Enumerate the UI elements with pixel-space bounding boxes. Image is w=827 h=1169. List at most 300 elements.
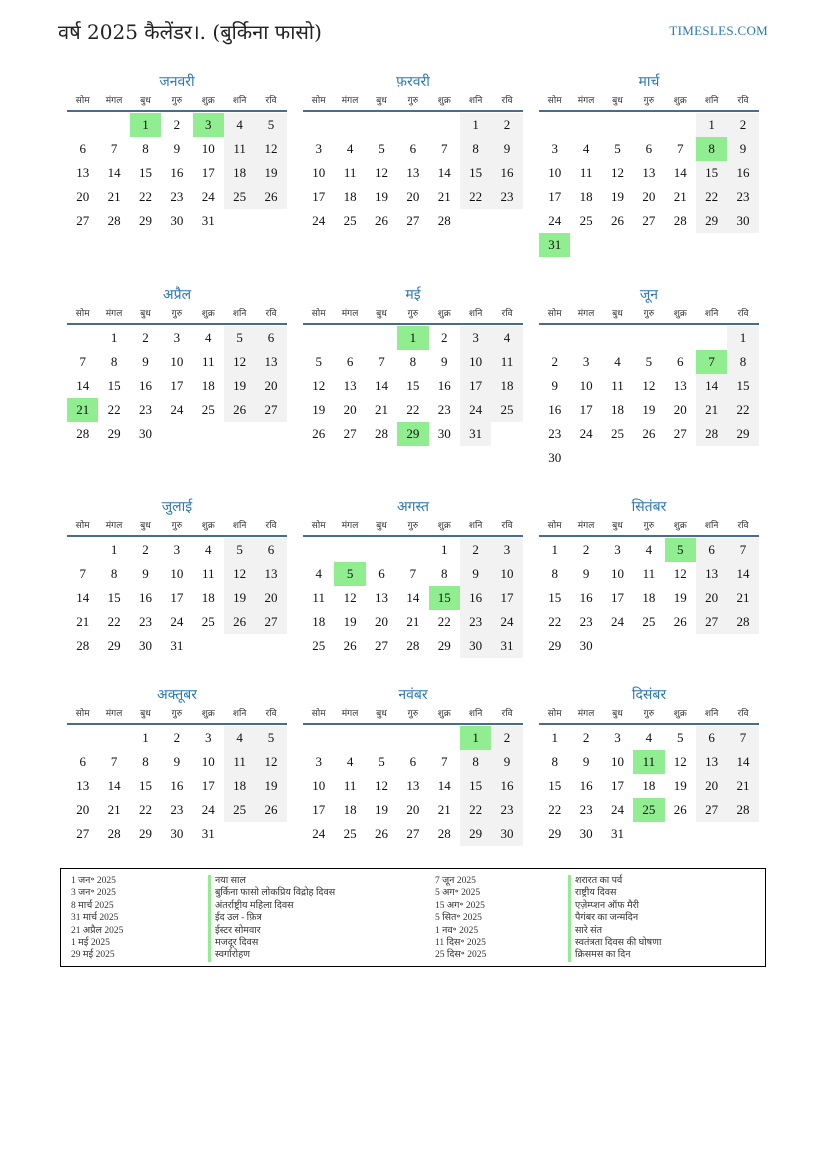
day-cell: 6	[255, 538, 286, 562]
day-cell: 16	[579, 778, 593, 793]
weekday-label: शनि	[704, 709, 719, 719]
day-cell: 12	[673, 566, 687, 581]
day-cell: 26	[673, 614, 687, 629]
day-cell: 8	[727, 350, 758, 374]
day-cell: 12	[312, 378, 326, 393]
day-cell: 31	[170, 638, 184, 653]
day-cell: 1	[551, 730, 558, 745]
day-cell: 20	[255, 374, 286, 398]
empty-cell	[397, 113, 428, 137]
weekday-label: रवि	[737, 521, 749, 531]
day-cell: 21	[673, 189, 687, 204]
day-cell: 24	[201, 802, 215, 817]
weekday-label: गुरु	[643, 96, 655, 106]
day-cell: 15	[548, 590, 562, 605]
empty-cell	[366, 538, 397, 562]
legend-date: 25 दिस॰ 2025	[435, 950, 487, 961]
day-cell: 3	[315, 141, 322, 156]
day-cell: 8	[551, 566, 558, 581]
day-cell: 17	[201, 165, 215, 180]
legend-dates-col-2	[435, 875, 486, 962]
legend-holiday-name: ईद उल - फ़ित्र	[208, 912, 335, 924]
weekday-label: सोम	[311, 521, 326, 531]
day-cell: 29	[548, 826, 562, 841]
day-cell: 4	[346, 754, 354, 769]
day-grid	[303, 326, 523, 446]
site-link[interactable]: TIMESLES.COM	[669, 23, 768, 38]
day-cell: 20	[255, 586, 286, 610]
weekday-label: शनि	[232, 309, 247, 319]
month-block	[539, 497, 759, 658]
empty-cell	[303, 726, 334, 750]
weekday-label: शुक्र	[201, 309, 215, 319]
weekday-label: बुध	[140, 521, 151, 531]
day-cell: 11	[312, 590, 325, 605]
day-cell: 16	[727, 161, 758, 185]
empty-cell	[539, 326, 570, 350]
day-cell: 27	[642, 213, 656, 228]
day-cell: 23	[548, 426, 562, 441]
day-cell: 14	[727, 750, 758, 774]
day-cell: 18	[201, 378, 215, 393]
day-cell: 30	[579, 638, 593, 653]
month-name: सितंबर	[631, 499, 667, 515]
legend-holiday-name: ईस्टर सोमवार	[208, 925, 335, 937]
weekday-label: शनि	[232, 521, 247, 531]
month-block	[67, 285, 287, 446]
legend-holiday-name: स्वर्गारोहण	[208, 949, 335, 961]
month-block	[67, 72, 287, 233]
day-cell: 22	[107, 402, 121, 417]
day-cell: 27	[76, 826, 90, 841]
legend-holiday-name: नया साल	[208, 875, 335, 887]
day-cell: 3	[460, 326, 491, 350]
day-cell: 20	[374, 614, 388, 629]
weekday-label: मंगल	[105, 709, 123, 719]
day-cell: 6	[378, 566, 385, 581]
day-cell: 14	[406, 590, 420, 605]
day-cell: 23	[491, 185, 522, 209]
day-cell: 2	[441, 330, 448, 345]
day-cell: 29	[696, 209, 727, 233]
day-grid	[67, 326, 287, 446]
day-cell: 6	[255, 326, 286, 350]
day-cell: 15	[460, 161, 491, 185]
weekday-label: शनि	[468, 96, 483, 106]
day-cell: 20	[343, 402, 357, 417]
day-cell: 16	[138, 378, 152, 393]
holiday-legend	[60, 868, 766, 967]
day-cell: 13	[76, 165, 90, 180]
day-cell: 7	[441, 754, 448, 769]
day-cell: 7	[79, 354, 86, 369]
day-cell: 20	[642, 189, 656, 204]
day-cell: 30	[579, 826, 593, 841]
day-cell: 11	[491, 350, 522, 374]
day-cell: 7	[378, 354, 385, 369]
empty-cell	[98, 113, 129, 137]
weekday-label: गुरु	[171, 521, 183, 531]
weekday-header	[539, 517, 759, 537]
day-cell: 10	[579, 378, 593, 393]
day-cell: 22	[460, 798, 491, 822]
day-cell: 6	[677, 354, 684, 369]
day-cell: 10	[170, 354, 184, 369]
month-name: जनवरी	[159, 74, 195, 90]
legend-date: 5 अग॰ 2025	[435, 888, 481, 899]
empty-cell	[665, 326, 696, 350]
empty-cell	[633, 113, 664, 137]
day-cell: 25	[201, 402, 215, 417]
weekday-label: मंगल	[341, 709, 359, 719]
empty-cell	[397, 726, 428, 750]
day-cell: 1	[551, 542, 558, 557]
day-cell: 12	[255, 137, 286, 161]
empty-cell	[602, 113, 633, 137]
day-cell: 25	[343, 826, 357, 841]
day-cell: 4	[205, 330, 212, 345]
day-cell: 9	[441, 354, 448, 369]
day-cell: 2	[142, 542, 149, 557]
day-cell: 22	[406, 402, 420, 417]
day-cell: 17	[170, 378, 184, 393]
day-cell: 30	[460, 634, 491, 658]
day-cell: 22	[548, 802, 562, 817]
weekday-label: शनि	[704, 521, 719, 531]
day-cell: 19	[255, 161, 286, 185]
weekday-label: शुक्र	[673, 521, 687, 531]
day-cell: 8	[460, 750, 491, 774]
day-cell: 18	[201, 590, 215, 605]
day-cell: 10	[312, 165, 326, 180]
day-cell: 21	[76, 614, 90, 629]
day-cell: 25	[579, 213, 593, 228]
weekday-label: रवि	[501, 309, 513, 319]
empty-cell	[67, 326, 98, 350]
day-cell: 25	[343, 213, 357, 228]
day-cell: 15	[429, 586, 460, 610]
day-cell: 21	[374, 402, 388, 417]
day-cell: 11	[611, 378, 624, 393]
day-cell: 4	[582, 141, 590, 156]
weekday-label: गुरु	[643, 521, 655, 531]
day-cell: 7	[110, 754, 118, 769]
day-cell: 17	[610, 778, 624, 793]
day-cell: 19	[224, 586, 255, 610]
day-cell: 7	[677, 141, 684, 156]
day-cell: 8	[110, 566, 118, 581]
day-cell: 21	[107, 802, 121, 817]
day-cell: 1	[130, 113, 161, 137]
day-cell: 7	[727, 726, 758, 750]
legend-holiday-name: सारे संत	[568, 925, 662, 937]
day-cell: 26	[374, 213, 388, 228]
day-cell: 23	[138, 402, 152, 417]
day-cell: 26	[374, 826, 388, 841]
day-cell: 6	[346, 354, 354, 369]
day-cell: 25	[610, 426, 624, 441]
empty-cell	[67, 726, 98, 750]
day-cell: 15	[696, 161, 727, 185]
day-cell: 3	[173, 542, 181, 557]
weekday-label: शनि	[468, 709, 483, 719]
weekday-label: रवि	[265, 709, 277, 719]
day-cell: 22	[138, 189, 152, 204]
day-cell: 11	[343, 778, 357, 793]
month-name: अगस्त	[396, 499, 429, 515]
day-cell: 21	[107, 189, 121, 204]
day-cell: 11	[224, 137, 255, 161]
day-cell: 5	[665, 538, 696, 562]
day-cell: 12	[610, 165, 624, 180]
day-cell: 4	[205, 542, 212, 557]
empty-cell	[334, 726, 365, 750]
day-cell: 9	[727, 137, 758, 161]
day-cell: 5	[677, 730, 684, 745]
day-cell: 31	[460, 422, 491, 446]
day-cell: 16	[579, 590, 593, 605]
weekday-label: शनि	[704, 96, 719, 106]
weekday-label: बुध	[612, 96, 623, 106]
day-cell: 21	[727, 774, 758, 798]
day-cell: 8	[696, 137, 727, 161]
day-cell: 22	[107, 614, 121, 629]
day-cell: 4	[346, 141, 354, 156]
day-cell: 24	[170, 402, 184, 417]
day-cell: 22	[437, 614, 451, 629]
day-cell: 30	[727, 209, 758, 233]
day-cell: 8	[460, 137, 491, 161]
day-cell: 13	[76, 778, 90, 793]
weekday-label: रवि	[265, 309, 277, 319]
day-cell: 6	[696, 726, 727, 750]
weekday-label: सोम	[311, 709, 326, 719]
day-cell: 29	[727, 422, 758, 446]
day-cell: 27	[255, 398, 286, 422]
day-cell: 21	[67, 398, 98, 422]
day-cell: 28	[107, 826, 121, 841]
weekday-label: गुरु	[171, 96, 183, 106]
day-cell: 31	[491, 634, 522, 658]
day-cell: 18	[312, 614, 326, 629]
legend-date: 11 दिस॰ 2025	[435, 938, 486, 949]
day-cell: 2	[582, 542, 590, 557]
day-cell: 20	[76, 802, 90, 817]
weekday-label: सोम	[75, 709, 90, 719]
day-cell: 2	[460, 538, 491, 562]
day-cell: 18	[610, 402, 624, 417]
day-cell: 23	[579, 802, 593, 817]
weekday-label: शुक्र	[437, 309, 451, 319]
day-cell: 6	[79, 754, 86, 769]
weekday-label: गुरु	[171, 709, 183, 719]
day-cell: 27	[696, 798, 727, 822]
day-cell: 14	[673, 165, 687, 180]
day-cell: 14	[107, 778, 121, 793]
legend-holiday-name: पैगंबर का जन्मदिन	[568, 912, 662, 924]
legend-date: 1 मई 2025	[71, 938, 110, 949]
day-cell: 14	[107, 165, 121, 180]
day-cell: 17	[460, 374, 491, 398]
weekday-header	[67, 517, 287, 537]
day-cell: 26	[224, 398, 255, 422]
day-cell: 15	[460, 774, 491, 798]
month-block	[303, 285, 523, 446]
month-name: जून	[639, 287, 659, 303]
day-cell: 9	[582, 754, 590, 769]
day-cell: 10	[201, 754, 215, 769]
empty-cell	[67, 113, 98, 137]
day-cell: 16	[170, 165, 184, 180]
day-cell: 8	[142, 141, 149, 156]
day-cell: 11	[579, 165, 593, 180]
day-cell: 14	[727, 562, 758, 586]
day-cell: 23	[579, 614, 593, 629]
month-name: नवंबर	[398, 687, 428, 703]
empty-cell	[303, 538, 334, 562]
page-title: वर्ष 2025 कैलेंडर।. (बुर्किना फासो)	[58, 20, 322, 44]
day-cell: 11	[201, 354, 215, 369]
day-cell: 21	[696, 398, 727, 422]
day-cell: 22	[548, 614, 562, 629]
weekday-label: शनि	[468, 309, 483, 319]
day-cell: 30	[170, 826, 184, 841]
empty-cell	[539, 113, 570, 137]
legend-holiday-name: शरारत का पर्व	[568, 875, 662, 887]
weekday-label: सोम	[311, 96, 326, 106]
weekday-label: सोम	[75, 521, 90, 531]
day-cell: 30	[548, 450, 562, 465]
legend-dates-col-1	[71, 875, 123, 962]
day-cell: 17	[170, 590, 184, 605]
day-cell: 5	[224, 326, 255, 350]
day-cell: 4	[645, 542, 653, 557]
legend-date: 31 मार्च 2025	[71, 913, 119, 924]
day-cell: 23	[170, 802, 184, 817]
day-cell: 17	[491, 586, 522, 610]
day-cell: 18	[343, 189, 357, 204]
day-cell: 16	[138, 590, 152, 605]
day-cell: 20	[696, 774, 727, 798]
day-cell: 16	[437, 378, 451, 393]
day-cell: 24	[579, 426, 593, 441]
day-cell: 4	[224, 726, 255, 750]
weekday-label: गुरु	[643, 709, 655, 719]
legend-date: 29 मई 2025	[71, 950, 115, 961]
empty-cell	[303, 326, 334, 350]
day-cell: 30	[138, 426, 152, 441]
day-cell: 21	[437, 189, 451, 204]
legend-date: 3 जन॰ 2025	[71, 888, 116, 899]
day-cell: 11	[224, 750, 255, 774]
day-cell: 12	[374, 165, 388, 180]
empty-cell	[665, 113, 696, 137]
day-cell: 26	[642, 426, 656, 441]
day-cell: 6	[79, 141, 86, 156]
weekday-label: गुरु	[407, 709, 419, 719]
day-cell: 26	[343, 638, 357, 653]
day-grid	[539, 726, 759, 846]
day-cell: 14	[76, 590, 90, 605]
legend-date: 7 जून 2025	[435, 876, 476, 886]
day-cell: 23	[460, 610, 491, 634]
day-cell: 24	[548, 213, 562, 228]
day-cell: 31	[201, 213, 215, 228]
day-cell: 25	[201, 614, 215, 629]
day-cell: 10	[610, 566, 624, 581]
day-cell: 20	[673, 402, 687, 417]
day-cell: 10	[610, 754, 624, 769]
day-cell: 3	[315, 754, 322, 769]
day-cell: 29	[138, 213, 152, 228]
weekday-header	[303, 305, 523, 325]
day-cell: 29	[397, 422, 428, 446]
weekday-label: मंगल	[577, 96, 595, 106]
day-cell: 9	[142, 354, 149, 369]
weekday-header	[303, 705, 523, 725]
day-cell: 21	[727, 586, 758, 610]
day-cell: 17	[610, 590, 624, 605]
day-cell: 7	[110, 141, 118, 156]
day-cell: 14	[437, 778, 451, 793]
day-cell: 24	[201, 189, 215, 204]
day-cell: 5	[255, 726, 286, 750]
day-cell: 1	[460, 726, 491, 750]
legend-date: 1 नव॰ 2025	[435, 925, 479, 936]
day-cell: 15	[138, 778, 152, 793]
empty-cell	[366, 726, 397, 750]
day-cell: 30	[437, 426, 451, 441]
weekday-label: मंगल	[577, 521, 595, 531]
day-cell: 2	[582, 730, 590, 745]
day-cell: 27	[76, 213, 90, 228]
weekday-header	[67, 92, 287, 112]
day-grid	[539, 113, 759, 257]
day-cell: 13	[343, 378, 357, 393]
day-cell: 11	[633, 750, 664, 774]
weekday-label: शनि	[468, 521, 483, 531]
day-cell: 28	[107, 213, 121, 228]
day-cell: 23	[138, 614, 152, 629]
weekday-label: मंगल	[577, 309, 595, 319]
day-cell: 20	[406, 189, 420, 204]
day-cell: 11	[642, 566, 656, 581]
day-grid	[303, 538, 523, 658]
weekday-label: बुध	[612, 709, 623, 719]
legend-holiday-name: बुर्किना फासो लोकप्रिय विद्रोह दिवस	[208, 887, 335, 899]
empty-cell	[602, 326, 633, 350]
day-cell: 3	[193, 113, 224, 137]
month-block	[303, 685, 523, 846]
day-cell: 28	[76, 426, 90, 441]
day-cell: 16	[491, 774, 522, 798]
month-block	[539, 285, 759, 470]
day-cell: 19	[374, 802, 388, 817]
day-cell: 28	[437, 213, 451, 228]
day-cell: 25	[312, 638, 326, 653]
day-cell: 20	[406, 802, 420, 817]
day-cell: 2	[173, 730, 181, 745]
weekday-label: सोम	[547, 709, 562, 719]
day-cell: 28	[727, 798, 758, 822]
day-cell: 17	[579, 402, 593, 417]
weekday-label: सोम	[75, 96, 90, 106]
day-cell: 1	[110, 542, 118, 557]
day-cell: 2	[727, 113, 758, 137]
day-cell: 27	[696, 610, 727, 634]
weekday-label: रवि	[737, 96, 749, 106]
day-cell: 18	[642, 590, 656, 605]
